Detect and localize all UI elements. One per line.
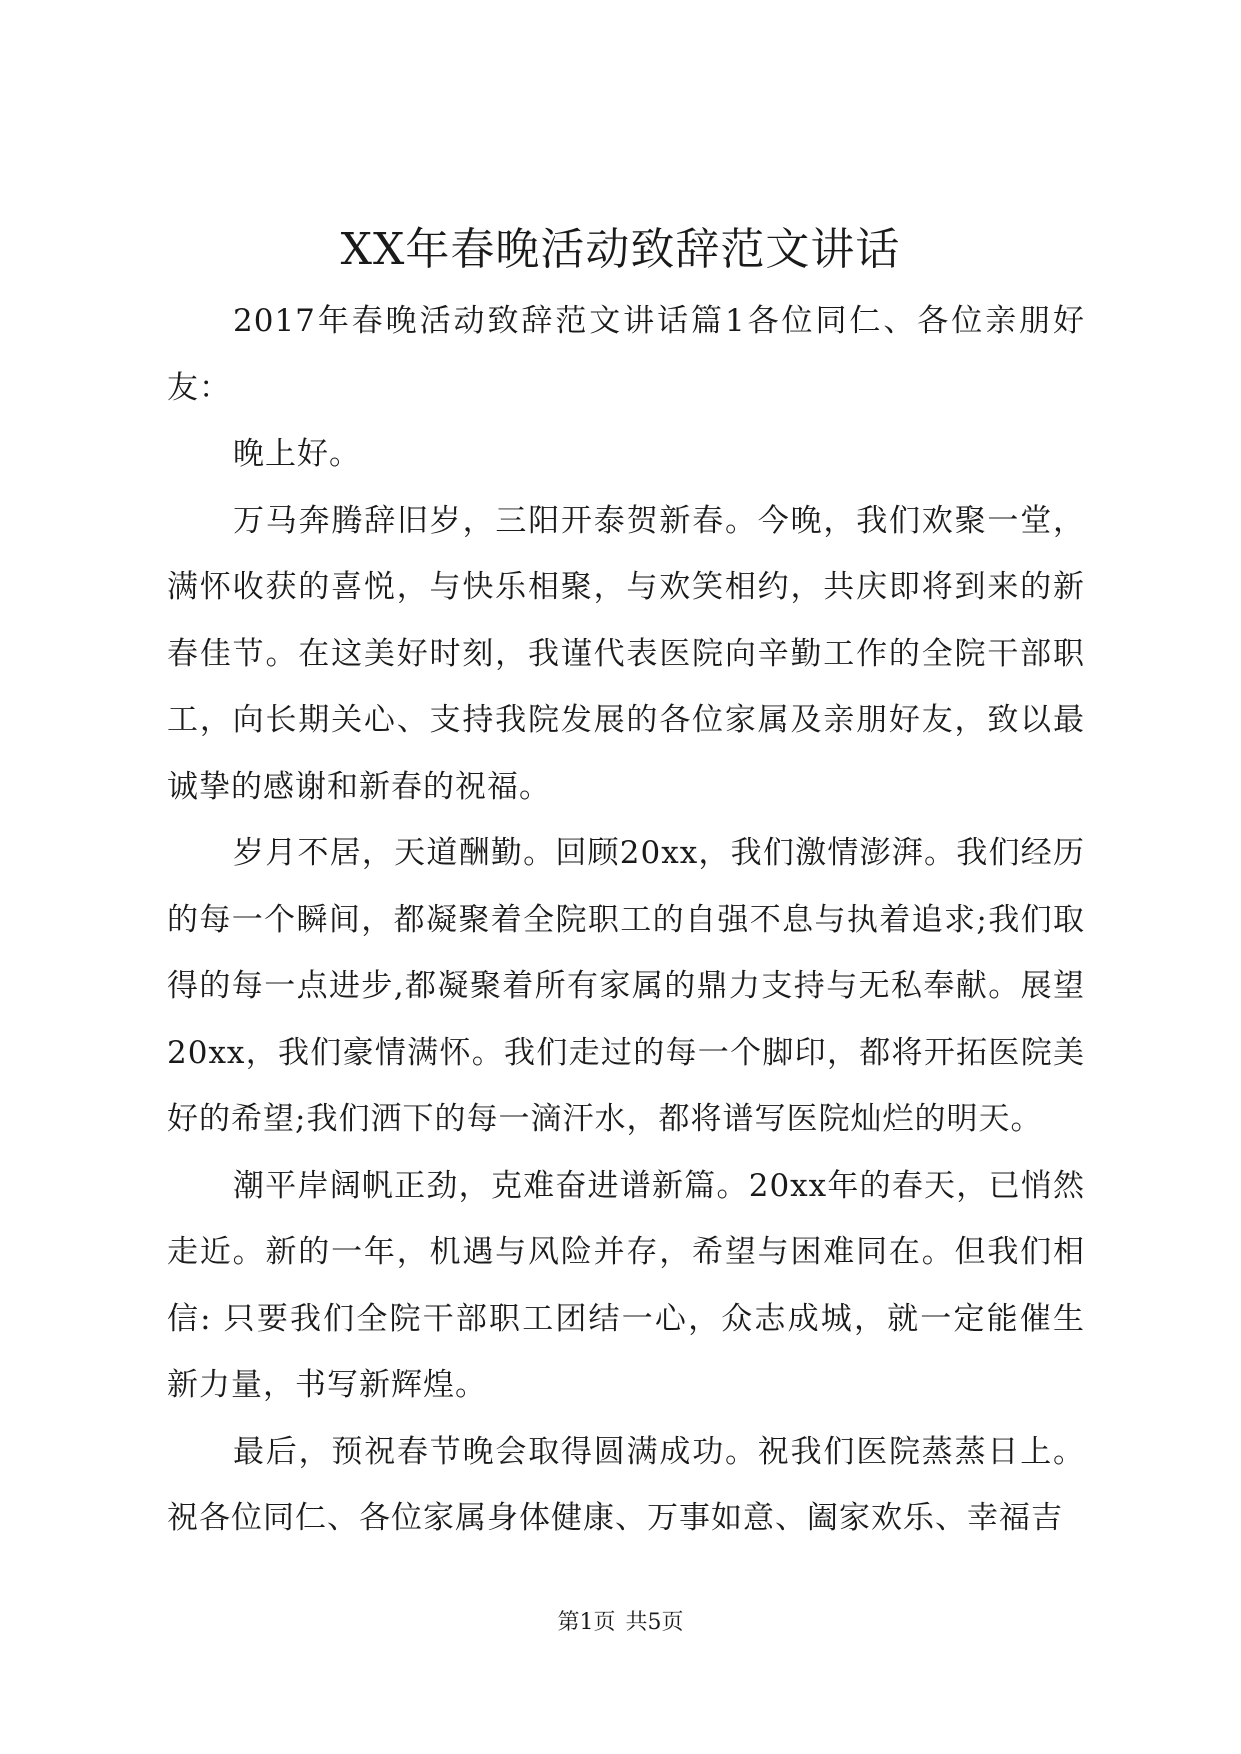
page-footer: [0, 1608, 1241, 1638]
paragraph-outlook: 潮平岸阔帆正劲，克难奋进谱新篇。20xx年的春天，已悄然走近。新的一年，机遇与风险并存，希望与困难同在。但我们相信: 只要我们全院干部职工团结一心，众志成城，就一定能催生新力量，书写新辉煌。: [167, 1167, 1085, 1403]
paragraph-review: 岁月不居，天道酬勤。回顾20xx，我们激情澎湃。我们经历的每一个瞬间，都凝聚着全院职工的自强不息与执着追求;我们取得的每一点进步,都凝聚着所有家属的鼎力支持与无私奉献。展望20xx，我们豪情满怀。我们走过的每一个脚印，都将开拓医院美好的希望;我们洒下的每一滴汗水，都将谱写医院灿烂的明天。: [167, 835, 1085, 1137]
page-number-total: 共5页: [625, 1610, 684, 1635]
page-number-current: 第1页: [557, 1610, 616, 1635]
paragraph-new-year-wishes: 万马奔腾辞旧岁，三阳开泰贺新春。今晚，我们欢聚一堂，满怀收获的喜悦，与快乐相聚，与欢笑相约，共庆即将到来的新春佳节。在这美好时刻，我谨代表医院向辛勤工作的全院干部职工，向长期关心、支持我院发展的各位家属及亲朋好友，致以最诚挚的感谢和新春的祝福。: [167, 502, 1085, 805]
document-title: XX年春晚活动致辞范文讲话: [340, 224, 901, 275]
paragraph-good-evening: 晚上好。: [233, 436, 361, 472]
document-body: [167, 288, 1085, 1552]
paragraph-greeting-line: 2017年春晚活动致辞范文讲话篇1各位同仁、各位亲朋好友：: [167, 303, 1085, 406]
paragraph-closing: 最后，预祝春节晚会取得圆满成功。祝我们医院蒸蒸日上。祝各位同仁、各位家属身体健康、万事如意、阖家欢乐、幸福吉: [167, 1433, 1085, 1536]
